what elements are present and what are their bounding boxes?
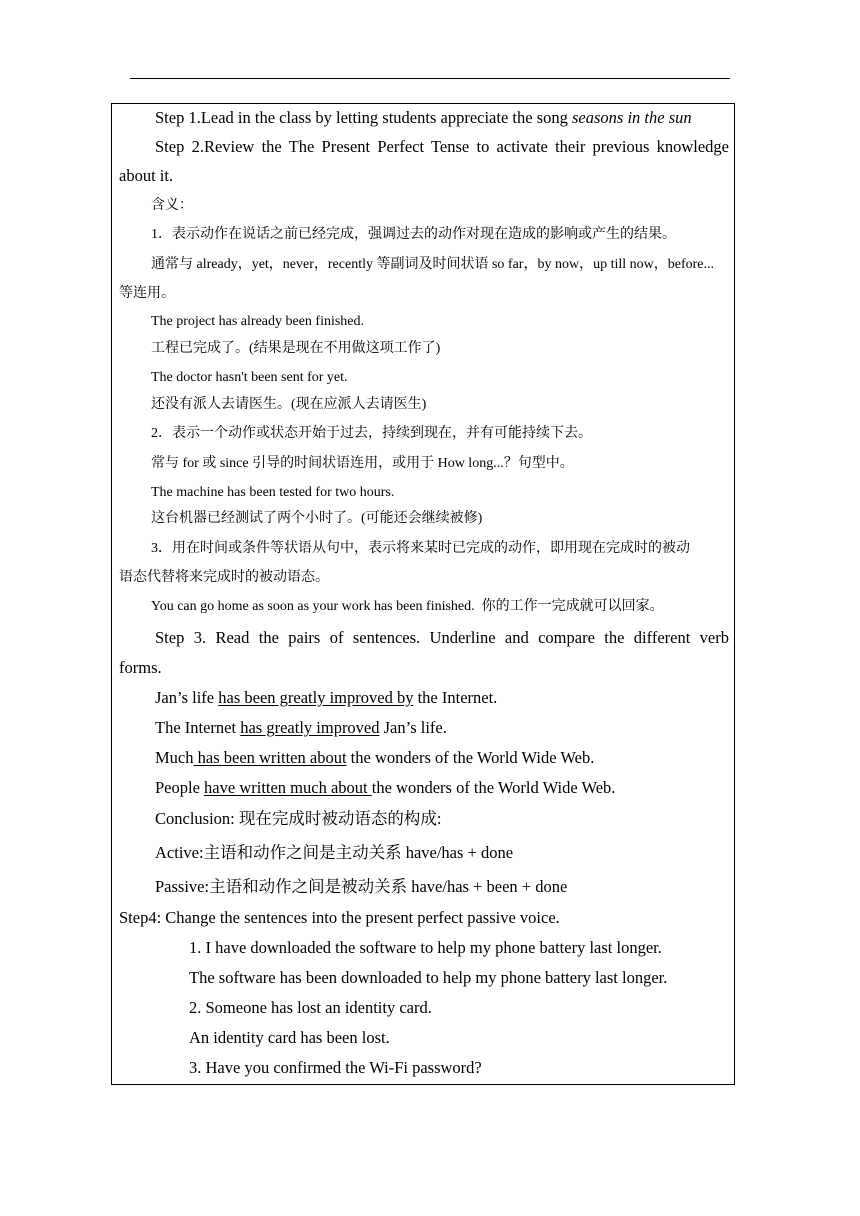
- sentence-2-end: Jan’s life.: [379, 718, 447, 737]
- conclusion: Conclusion: 现在完成时被动语态的构成:: [155, 809, 442, 828]
- example3-zh: 这台机器已经测试了两个小时了。(可能还会继续被修): [151, 511, 483, 526]
- sentence-2-start: The Internet: [155, 718, 241, 737]
- sentence-1-end: the Internet.: [413, 688, 498, 707]
- sentence-1: [155, 690, 497, 707]
- example2-en: The doctor hasn't been sent for yet.: [151, 370, 348, 385]
- sentence-4: [155, 780, 615, 797]
- active-rule: Active:主语和动作之间是主动关系 have/has + done: [155, 843, 514, 862]
- point1: 1．表示动作在说话之前已经完成，强调过去的动作对现在造成的影响或产生的结果。: [151, 227, 676, 242]
- step4-title: Step4: Change the sentences into the present perfect passive voice.: [119, 908, 560, 927]
- step4-item-4: An identity card has been lost.: [189, 1028, 390, 1047]
- song-title: seasons in the sun: [571, 108, 692, 127]
- sentence-1-underlined: has been greatly improved by: [218, 688, 414, 707]
- point3-line2: 语态代替将来完成时的被动语态。: [119, 570, 329, 585]
- sentence-4-start: People: [155, 778, 205, 797]
- sentence-3-end: the wonders of the World Wide Web.: [346, 748, 595, 767]
- step3-line2: forms.: [119, 658, 162, 677]
- step4-item-1: 1. I have downloaded the software to help my phone battery last longer.: [189, 938, 662, 957]
- point3-line1: 3．用在时间或条件等状语从句中，表示将来某时已完成的动作，即用现在完成时的被动: [151, 541, 690, 556]
- adverbs-line2: 等连用。: [119, 286, 175, 301]
- sentence-2: [155, 720, 447, 737]
- step4-item-2: The software has been downloaded to help my phone battery last longer.: [189, 968, 668, 987]
- step2-line1: Step 2.Review the The Present Perfect Tense to activate their previous knowledge: [155, 137, 729, 156]
- example2-zh: 还没有派人去请医生。(现在应派人去请医生): [151, 397, 427, 412]
- example4-en: You can go home as soon as your work has been finished.: [151, 599, 475, 614]
- point2-usage: 常与 for 或 since 引导的时间状语连用，或用于 How long...？句型中。: [151, 456, 574, 471]
- sentence-3-underlined: has been written about: [193, 748, 347, 767]
- adverbs-line1: 通常与 already，yet，never，recently 等副词及时间状语 so far，by now，up till now，before...: [151, 257, 714, 272]
- sentence-4-end: the wonders of the World Wide Web.: [371, 778, 616, 797]
- step1-line: [155, 110, 692, 127]
- step4-item-5: 3. Have you confirmed the Wi-Fi password?: [189, 1058, 482, 1077]
- sentence-3: [155, 750, 594, 767]
- step3-line1: Step 3. Read the pairs of sentences. Underline and compare the different verb: [155, 628, 729, 647]
- example1-en: The project has already been finished.: [151, 314, 365, 329]
- example3-en: The machine has been tested for two hours.: [151, 485, 395, 500]
- example4: [151, 600, 664, 614]
- sentence-3-start: Much: [155, 748, 194, 767]
- sentence-1-start: Jan’s life: [155, 688, 219, 707]
- passive-rule: Passive:主语和动作之间是被动关系 have/has + been + done: [155, 877, 568, 896]
- sentence-4-underlined: have written much about: [204, 778, 372, 797]
- step4-item-3: 2. Someone has lost an identity card.: [189, 998, 432, 1017]
- sentence-2-underlined: has greatly improved: [240, 718, 380, 737]
- example1-zh: 工程已完成了。(结果是现在不用做这项工作了): [151, 341, 441, 356]
- point2: 2．表示一个动作或状态开始于过去，持续到现在，并有可能持续下去。: [151, 426, 592, 441]
- meaning-label: 含义：: [151, 198, 193, 213]
- header-rule: [130, 78, 730, 79]
- step1-text: Step 1.Lead in the class by letting students appreciate the song: [155, 108, 572, 127]
- step2-line2: about it.: [119, 166, 174, 185]
- example4-zh: 你的工作一完成就可以回家。: [481, 599, 664, 614]
- lesson-box: [111, 103, 735, 1085]
